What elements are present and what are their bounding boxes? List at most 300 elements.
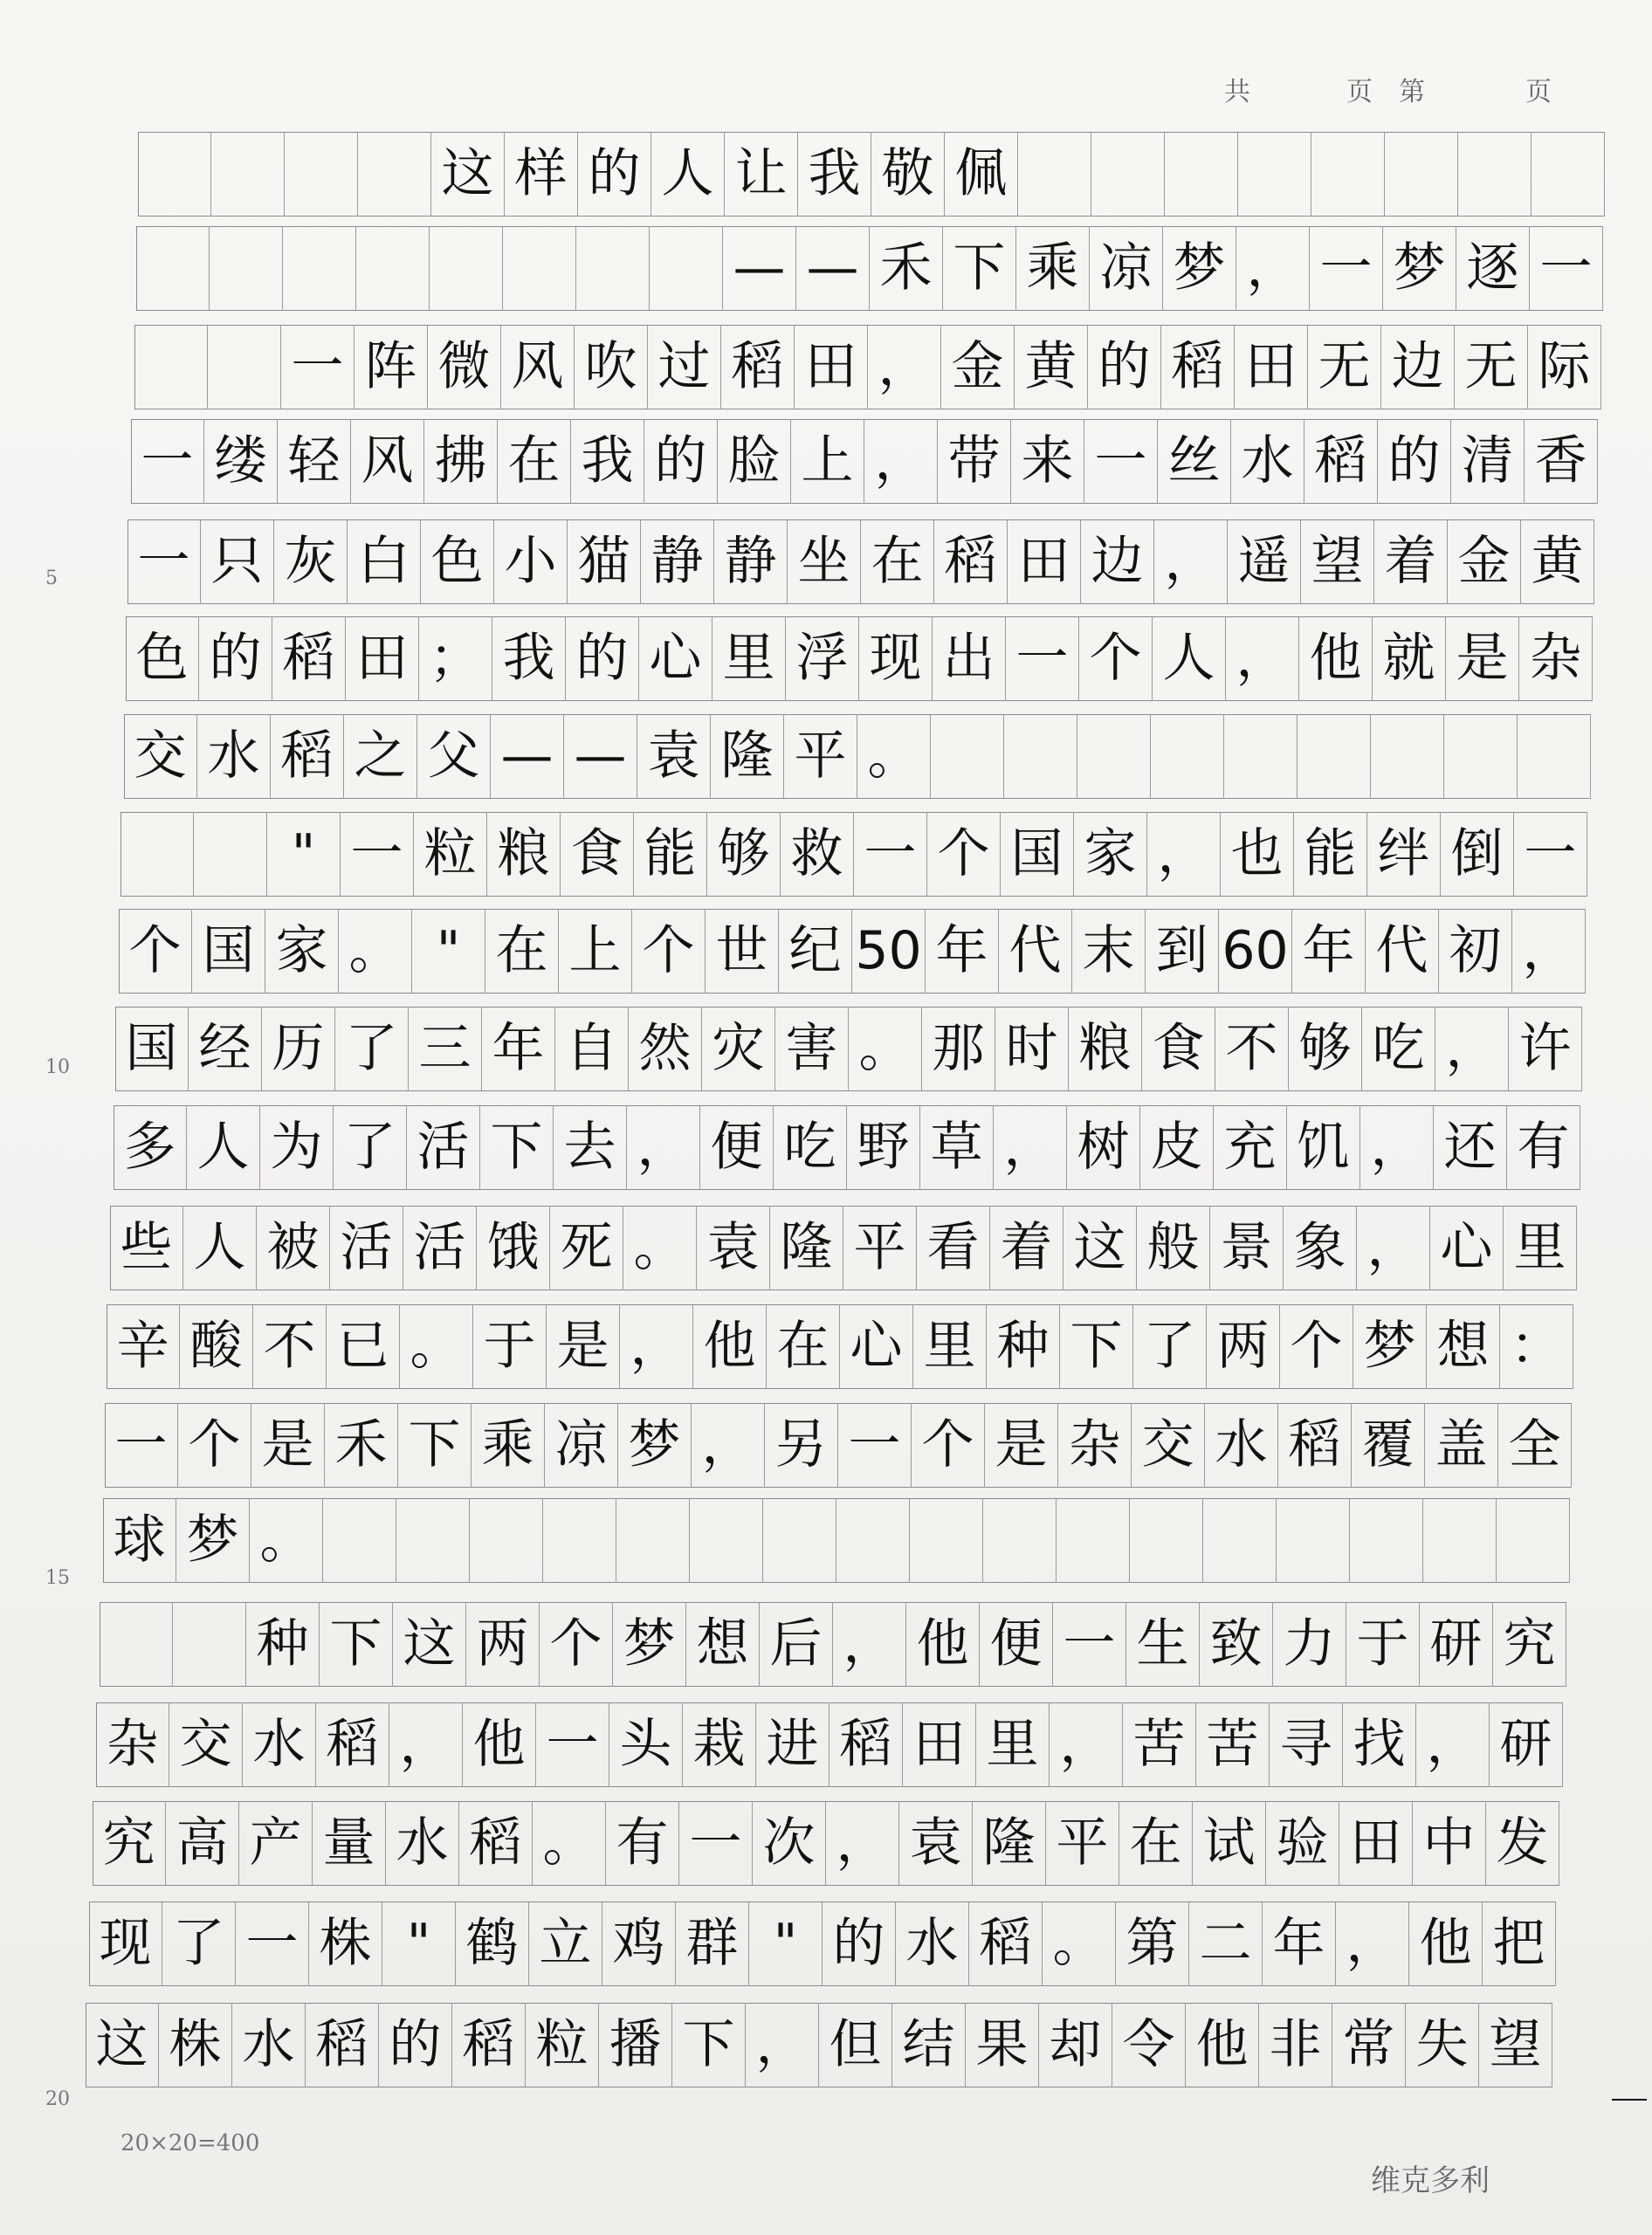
grid-cell: 水	[896, 1901, 969, 1986]
grid-cell: 却	[1039, 2003, 1112, 2087]
grid-cell: 国	[115, 1007, 189, 1091]
grid-row	[86, 2003, 1552, 2087]
grid-row	[89, 1901, 1556, 1986]
total-pages-label: 共	[1224, 77, 1250, 107]
grid-cell	[470, 1498, 543, 1583]
grid-cell: 。	[250, 1498, 323, 1583]
grid-cell: 际	[1528, 325, 1601, 409]
grid-cell: 静	[641, 519, 714, 604]
grid-cell: 袁	[637, 714, 711, 799]
grid-cell: 吃	[1362, 1007, 1435, 1091]
grid-cell	[100, 1602, 173, 1687]
grid-cell: 的	[566, 616, 639, 701]
grid-cell: 。	[623, 1206, 697, 1290]
grid-cell: ，	[833, 1602, 906, 1687]
grid-row	[110, 1206, 1577, 1290]
grid-cell: —	[796, 226, 870, 311]
grid-cell: 水	[386, 1801, 459, 1886]
grid-cell: 一	[1084, 419, 1158, 504]
grid-cell	[1165, 132, 1238, 217]
grid-cell	[208, 325, 281, 409]
grid-cell: 一	[341, 812, 414, 897]
grid-cell: 稻	[1278, 1403, 1352, 1488]
grid-cell: 草	[920, 1105, 994, 1190]
grid-cell: 白	[348, 519, 421, 604]
grid-cell: 能	[1294, 812, 1367, 897]
grid-cell: 个	[1079, 616, 1153, 701]
grid-cell: 乘	[1016, 226, 1090, 311]
grid-cell: 皮	[1140, 1105, 1214, 1190]
grid-cell: 他	[1186, 2003, 1259, 2087]
grid-cell: 猫	[568, 519, 641, 604]
grid-cell: 非	[1259, 2003, 1332, 2087]
grid-cell: 黄	[1521, 519, 1594, 604]
grid-row	[126, 616, 1593, 701]
grid-cell: 初	[1439, 909, 1512, 994]
grid-cell: ，	[1147, 812, 1221, 897]
grid-row	[103, 1498, 1570, 1583]
grid-cell: 的	[823, 1901, 896, 1986]
grid-cell: 让	[725, 132, 798, 217]
grid-cell: 苦	[1123, 1702, 1196, 1787]
grid-cell: 粮	[1069, 1007, 1142, 1091]
grid-cell: 为	[260, 1105, 334, 1190]
grid-cell: 致	[1200, 1602, 1273, 1687]
grid-cell: 心	[1430, 1206, 1504, 1290]
grid-cell: 研	[1490, 1702, 1563, 1787]
grid-cell: 杂	[1058, 1403, 1132, 1488]
grid-cell: 失	[1406, 2003, 1479, 2087]
grid-cell: 家	[265, 909, 339, 994]
grid-cell: 杂	[96, 1702, 169, 1787]
grid-cell: 试	[1193, 1801, 1266, 1886]
grid-cell: 多	[114, 1105, 187, 1190]
grid-cell: ，	[620, 1304, 693, 1389]
grid-cell: 里	[913, 1304, 987, 1389]
grid-cell: 到	[1146, 909, 1219, 994]
grid-cell: 那	[922, 1007, 995, 1091]
grid-cell: 死	[550, 1206, 623, 1290]
grid-cell: 田	[1339, 1801, 1413, 1886]
grid-row	[134, 325, 1601, 409]
grid-cell: 里	[1504, 1206, 1577, 1290]
grid-cell: 。	[400, 1304, 473, 1389]
grid-cell: 下	[1060, 1304, 1133, 1389]
grid-cell	[690, 1498, 763, 1583]
grid-cell: 个	[1280, 1304, 1353, 1389]
grid-cell: 他	[1409, 1901, 1483, 1986]
grid-cell: 心	[639, 616, 712, 701]
grid-cell: 了	[162, 1901, 236, 1986]
grid-cell: 佩	[945, 132, 1018, 217]
grid-cell: 粒	[414, 812, 487, 897]
grid-cell	[1458, 132, 1532, 217]
grid-cell: 许	[1509, 1007, 1582, 1091]
grid-cell	[1004, 714, 1077, 799]
grid-cell: 望	[1479, 2003, 1552, 2087]
grid-cell	[1057, 1498, 1130, 1583]
grid-cell	[836, 1498, 910, 1583]
grid-cell: 一	[838, 1403, 912, 1488]
grid-cell: 灰	[274, 519, 348, 604]
grid-cell	[285, 132, 358, 217]
grid-cell: 纪	[779, 909, 852, 994]
grid-cell: 田	[795, 325, 868, 409]
grid-cell: 播	[599, 2003, 672, 2087]
grid-cell	[616, 1498, 690, 1583]
grid-cell: —	[564, 714, 637, 799]
grid-cell: 一	[1006, 616, 1079, 701]
grid-cell: 之	[344, 714, 417, 799]
grid-cell: "	[382, 1901, 456, 1986]
grid-cell: 一	[1514, 812, 1587, 897]
grid-cell: 杂	[1519, 616, 1593, 701]
grid-cell: 次	[753, 1801, 826, 1886]
grid-cell: 静	[714, 519, 788, 604]
grid-cell: 水	[1205, 1403, 1278, 1488]
grid-cell: ，	[1435, 1007, 1509, 1091]
grid-cell: 隆	[770, 1206, 843, 1290]
grid-cell	[134, 325, 208, 409]
grid-cell	[358, 132, 431, 217]
grid-cell	[173, 1602, 246, 1687]
grid-cell: 球	[103, 1498, 176, 1583]
grid-cell: "	[412, 909, 485, 994]
page-label: 页	[1525, 77, 1552, 107]
grid-cell: 一	[105, 1403, 178, 1488]
grid-cell: 不	[253, 1304, 327, 1389]
grid-cell: 盖	[1425, 1403, 1498, 1488]
grid-cell: 在	[767, 1304, 840, 1389]
grid-cell: 脸	[718, 419, 791, 504]
grid-cell: 里	[976, 1702, 1050, 1787]
grid-cell: 人	[651, 132, 725, 217]
grid-cell: 被	[257, 1206, 330, 1290]
grid-cell: 稻	[969, 1901, 1043, 1986]
grid-cell: 色	[421, 519, 494, 604]
grid-cell: 便	[700, 1105, 774, 1190]
grid-cell: 交	[169, 1702, 243, 1787]
grid-cell: ，	[1336, 1901, 1409, 1986]
grid-cell: ；	[419, 616, 492, 701]
grid-cell: 究	[1493, 1602, 1566, 1687]
grid-cell: 饥	[1287, 1105, 1360, 1190]
grid-cell	[1298, 714, 1371, 799]
grid-cell: 一	[1530, 226, 1603, 311]
grid-cell: 就	[1373, 616, 1446, 701]
grid-row	[136, 226, 1603, 311]
grid-cell	[1311, 132, 1385, 217]
grid-cell: 禾	[325, 1403, 398, 1488]
page-number-label: 第	[1399, 77, 1425, 107]
grid-cell: 树	[1067, 1105, 1140, 1190]
grid-cell: 验	[1266, 1801, 1339, 1886]
grid-cell: 人	[187, 1105, 260, 1190]
grid-cell: 样	[505, 132, 578, 217]
grid-cell: 这	[1063, 1206, 1137, 1290]
grid-cell	[1277, 1498, 1350, 1583]
grid-cell: 的	[644, 419, 718, 504]
grid-cell: 够	[707, 812, 781, 897]
grid-cell	[210, 226, 283, 311]
grid-cell: 微	[428, 325, 501, 409]
grid-cell	[576, 226, 650, 311]
grid-cell: 我	[571, 419, 644, 504]
grid-cell: 色	[126, 616, 199, 701]
grid-cell: 在	[498, 419, 571, 504]
grid-cell: 已	[327, 1304, 400, 1389]
grid-cell	[1077, 714, 1151, 799]
grid-cell: 全	[1498, 1403, 1572, 1488]
grid-cell: 交	[1132, 1403, 1205, 1488]
grid-cell: 果	[966, 2003, 1039, 2087]
grid-cell: 寻	[1270, 1702, 1343, 1787]
grid-cell: 国	[1001, 812, 1074, 897]
grid-cell: 清	[1451, 419, 1525, 504]
grid-cell: 平	[1046, 1801, 1119, 1886]
grid-cell: 了	[1133, 1304, 1207, 1389]
grid-cell: 经	[189, 1007, 262, 1091]
grid-cell: 一	[127, 519, 201, 604]
grid-cell: 梦	[1163, 226, 1236, 311]
brand-label: 维克多利	[1371, 2163, 1490, 2198]
grid-row	[127, 519, 1594, 604]
grid-cell: 辛	[107, 1304, 180, 1389]
grid-cell: 一	[1310, 226, 1383, 311]
grid-cell: 覆	[1352, 1403, 1425, 1488]
grid-cell: 敬	[871, 132, 945, 217]
grid-cell	[211, 132, 285, 217]
grid-cell	[503, 226, 576, 311]
grid-cell: 世	[706, 909, 779, 994]
grid-cell: ，	[864, 419, 938, 504]
grid-row	[100, 1602, 1566, 1687]
grid-cell: 风	[501, 325, 575, 409]
grid-cell: 他	[906, 1602, 980, 1687]
grid-cell: 生	[1126, 1602, 1200, 1687]
grid-cell: 禾	[870, 226, 943, 311]
grid-cell: 隆	[711, 714, 784, 799]
grid-cell: 力	[1273, 1602, 1346, 1687]
grid-cell: 两	[466, 1602, 540, 1687]
grid-cell: 下	[943, 226, 1016, 311]
grid-cell: ，	[692, 1403, 765, 1488]
grid-cell: —	[723, 226, 796, 311]
grid-cell: 株	[159, 2003, 232, 2087]
grid-cell	[136, 226, 210, 311]
grid-cell: 的	[199, 616, 272, 701]
grid-cell: 上	[791, 419, 864, 504]
grid-cell: 究	[93, 1801, 166, 1886]
grid-cell: 于	[1346, 1602, 1420, 1687]
grid-cell: 田	[346, 616, 419, 701]
grid-cell: 后	[760, 1602, 833, 1687]
grid-cell: 粮	[487, 812, 561, 897]
grid-cell: 的	[379, 2003, 452, 2087]
grid-cell: 野	[847, 1105, 920, 1190]
grid-cell: 在	[861, 519, 934, 604]
grid-cell	[1350, 1498, 1423, 1583]
grid-cell: 袁	[899, 1801, 973, 1886]
grid-cell	[283, 226, 356, 311]
grid-cell: 一	[679, 1801, 753, 1886]
grid-cell: 望	[1301, 519, 1374, 604]
grid-cell: 。	[857, 714, 931, 799]
grid-cell: 在	[485, 909, 559, 994]
grid-cell	[1497, 1498, 1570, 1583]
grid-cell: 黄	[1015, 325, 1088, 409]
grid-cell: 也	[1221, 812, 1294, 897]
grid-cell: ：	[1500, 1304, 1573, 1389]
grid-cell: 灾	[702, 1007, 775, 1091]
grid-cell: 是	[1446, 616, 1519, 701]
grid-cell: "	[749, 1901, 823, 1986]
grid-cell: 个	[912, 1403, 985, 1488]
grid-cell: 头	[609, 1702, 683, 1787]
grid-cell: 历	[262, 1007, 335, 1091]
grid-cell: 了	[335, 1007, 409, 1091]
grid-cell: 景	[1210, 1206, 1284, 1290]
grid-cell: 无	[1308, 325, 1381, 409]
grid-cell	[1130, 1498, 1203, 1583]
grid-cell: 田	[903, 1702, 976, 1787]
grid-row	[138, 132, 1605, 217]
grid-size-label: 20×20=400	[120, 2130, 260, 2156]
grid-cell	[543, 1498, 616, 1583]
grid-cell: 袁	[697, 1206, 770, 1290]
grid-cell: 量	[313, 1801, 386, 1886]
grid-cell: 年	[1292, 909, 1366, 994]
grid-cell	[1018, 132, 1091, 217]
grid-cell: 些	[110, 1206, 183, 1290]
grid-cell: 。	[533, 1801, 606, 1886]
grid-cell: 过	[648, 325, 721, 409]
grid-cell: 国	[192, 909, 265, 994]
grid-cell: 个	[119, 909, 192, 994]
grid-cell: 二	[1189, 1901, 1263, 1986]
grid-cell: 凉	[545, 1403, 618, 1488]
grid-cell: 象	[1284, 1206, 1357, 1290]
grid-cell	[1532, 132, 1605, 217]
grid-cell: 金	[1448, 519, 1521, 604]
grid-cell: 把	[1483, 1901, 1556, 1986]
grid-cell: 时	[995, 1007, 1069, 1091]
grid-cell: 梦	[1353, 1304, 1427, 1389]
grid-cell: 心	[840, 1304, 913, 1389]
grid-cell: 轻	[278, 419, 351, 504]
grid-cell: 平	[843, 1206, 917, 1290]
grid-cell: 人	[183, 1206, 257, 1290]
grid-row	[120, 812, 1587, 897]
grid-cell: 缕	[204, 419, 278, 504]
grid-cell: 第	[1116, 1901, 1189, 1986]
grid-cell: 来	[1011, 419, 1084, 504]
grid-cell: 但	[819, 2003, 892, 2087]
grid-cell	[1203, 1498, 1277, 1583]
grid-cell: ，	[826, 1801, 899, 1886]
grid-cell: 救	[781, 812, 854, 897]
grid-cell: 乘	[472, 1403, 545, 1488]
grid-cell: 边	[1081, 519, 1154, 604]
grid-cell: 梦	[618, 1403, 692, 1488]
grid-cell: 于	[473, 1304, 547, 1389]
line-number: 5	[45, 567, 58, 589]
grid-cell	[120, 812, 194, 897]
grid-cell: 活	[407, 1105, 480, 1190]
grid-cell: 想	[686, 1602, 760, 1687]
grid-cell: 群	[676, 1901, 749, 1986]
grid-cell: 他	[463, 1702, 536, 1787]
grid-cell: "	[267, 812, 341, 897]
grid-cell: 隆	[973, 1801, 1046, 1886]
grid-row	[124, 714, 1591, 799]
grid-cell: 无	[1455, 325, 1528, 409]
grid-cell: 个	[178, 1403, 251, 1488]
grid-cell: 三	[409, 1007, 482, 1091]
grid-cell	[138, 132, 211, 217]
grid-cell: 阵	[354, 325, 428, 409]
grid-cell: 稻	[459, 1801, 533, 1886]
grid-cell: 金	[941, 325, 1015, 409]
line-number: 20	[45, 2088, 70, 2110]
grid-cell: 看	[917, 1206, 990, 1290]
grid-cell: ，	[1416, 1702, 1490, 1787]
grid-cell: 有	[606, 1801, 679, 1886]
grid-cell	[1238, 132, 1311, 217]
grid-cell: 结	[892, 2003, 966, 2087]
grid-cell: 50	[852, 909, 926, 994]
grid-cell	[1091, 132, 1165, 217]
grid-cell: 够	[1289, 1007, 1362, 1091]
grid-cell: ，	[746, 2003, 819, 2087]
grid-cell: 年	[926, 909, 999, 994]
grid-cell: 末	[1072, 909, 1146, 994]
grid-cell: 想	[1427, 1304, 1500, 1389]
grid-cell: 粒	[526, 2003, 599, 2087]
grid-cell: 酸	[180, 1304, 253, 1389]
grid-cell	[1423, 1498, 1497, 1583]
grid-row	[105, 1403, 1572, 1488]
page-label: 页	[1346, 77, 1373, 107]
grid-cell: 便	[980, 1602, 1053, 1687]
grid-cell: 的	[1088, 325, 1161, 409]
grid-cell: 只	[201, 519, 274, 604]
grid-cell: 平	[784, 714, 857, 799]
grid-cell: 出	[933, 616, 1006, 701]
grid-cell: 的	[578, 132, 651, 217]
grid-cell: 饿	[477, 1206, 550, 1290]
grid-cell: ，	[389, 1702, 463, 1787]
grid-row	[96, 1702, 1563, 1787]
grid-cell: 倒	[1441, 812, 1514, 897]
grid-cell: ，	[1236, 226, 1310, 311]
grid-cell: 个	[540, 1602, 613, 1687]
grid-cell: 然	[629, 1007, 702, 1091]
grid-cell: 绊	[1367, 812, 1441, 897]
grid-row	[131, 419, 1598, 504]
grid-cell: 着	[1374, 519, 1448, 604]
grid-cell: 他	[693, 1304, 767, 1389]
grid-cell: 个	[632, 909, 706, 994]
grid-cell: 下	[320, 1602, 393, 1687]
grid-cell: 香	[1525, 419, 1598, 504]
grid-cell	[430, 226, 503, 311]
grid-cell: 里	[712, 616, 786, 701]
grid-cell: 进	[756, 1702, 829, 1787]
grid-cell: 交	[124, 714, 197, 799]
grid-cell: 稻	[272, 616, 346, 701]
grid-cell	[1224, 714, 1298, 799]
